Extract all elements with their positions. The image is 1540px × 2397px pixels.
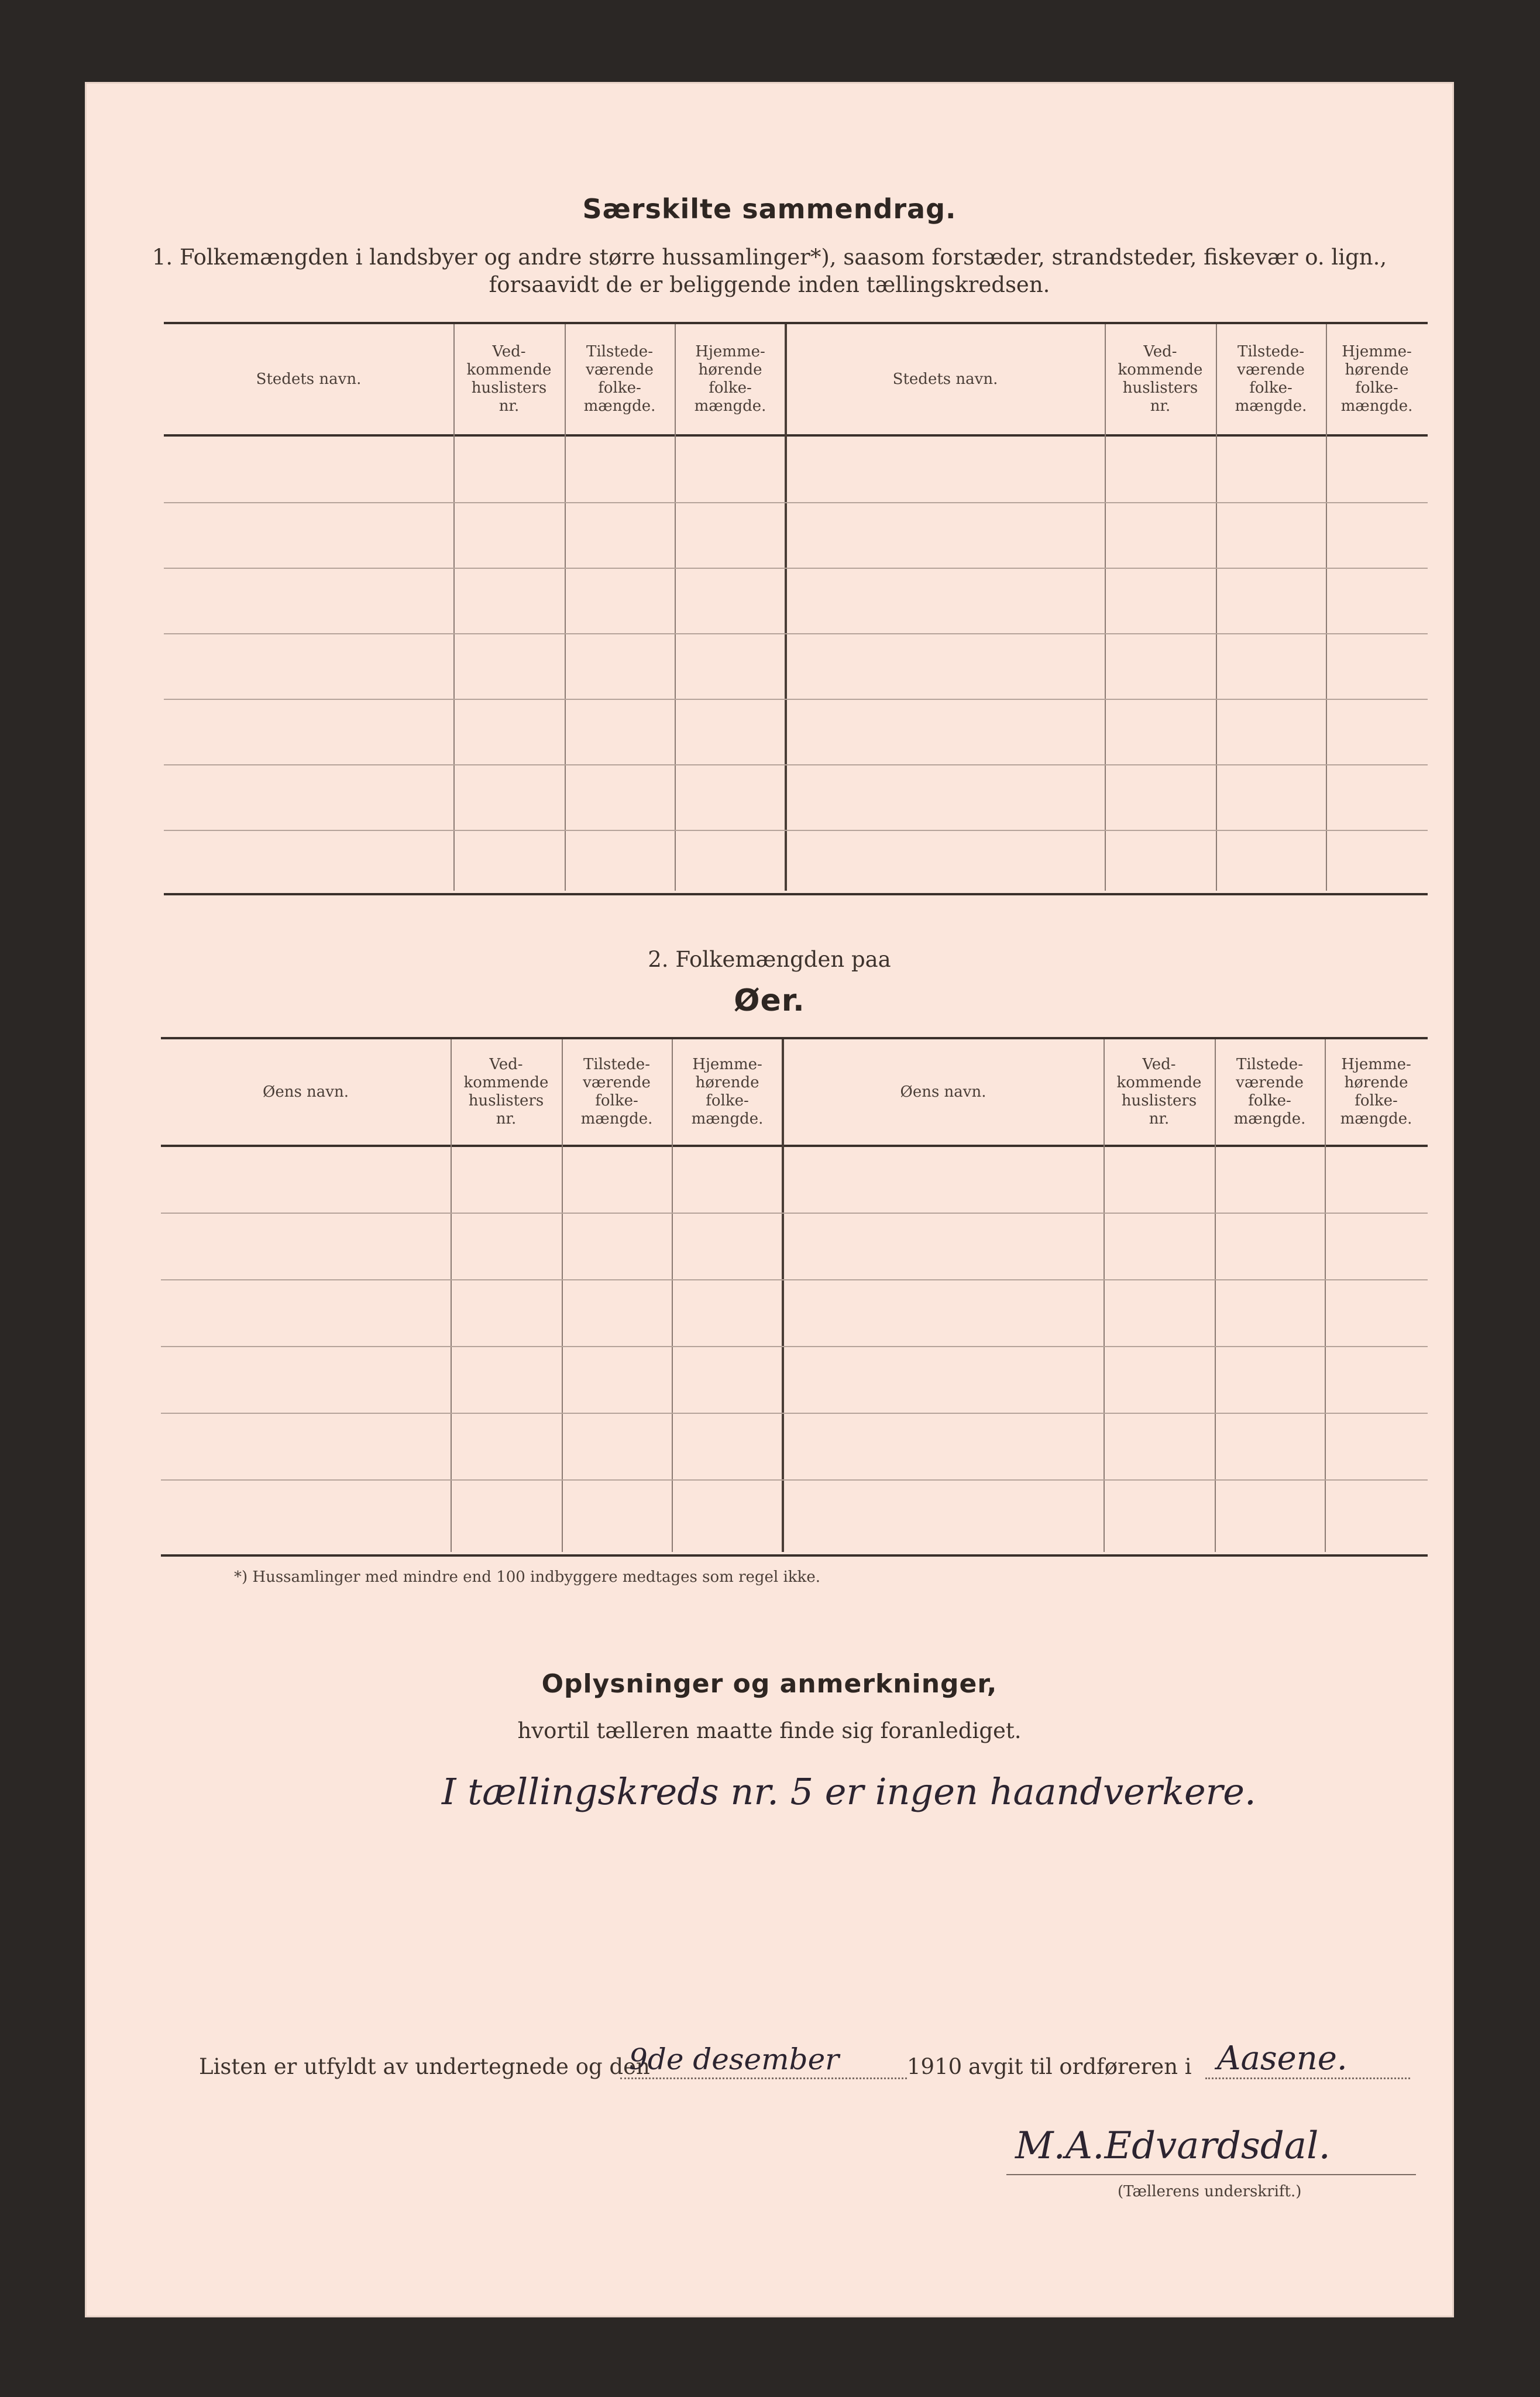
col-divider bbox=[1215, 1039, 1216, 1552]
row-line bbox=[161, 1346, 1428, 1347]
header-present-left: Tilstede- værende folke- mængde. bbox=[580, 1056, 653, 1128]
header-place-name-left: Stedets navn. bbox=[256, 370, 362, 388]
section2-title: Øer. bbox=[734, 983, 805, 1018]
col-divider bbox=[451, 1039, 452, 1552]
header-present-right: Tilstede- værende folke- mængde. bbox=[1235, 343, 1307, 415]
section2-intro: 2. Folkemængden paa bbox=[648, 947, 891, 972]
place-field-line bbox=[1205, 2077, 1410, 2079]
date-field-line bbox=[620, 2077, 907, 2079]
row-line bbox=[161, 1279, 1428, 1280]
villages-table-header bbox=[164, 324, 1428, 437]
remarks-subtitle: hvortil tælleren maatte finde sig foranlediget. bbox=[517, 1718, 1022, 1743]
remarks-handwritten-note: I tællingskreds nr. 5 er ingen haandverkere. bbox=[442, 1770, 1256, 1813]
col-divider bbox=[1326, 324, 1327, 891]
section1-intro-line2: forsaavidt de er beliggende inden tællingskredsen. bbox=[489, 272, 1050, 297]
header-island-name-left: Øens navn. bbox=[263, 1083, 349, 1101]
remarks-title: Oplysninger og anmerkninger, bbox=[541, 1669, 998, 1699]
col-divider bbox=[1105, 324, 1106, 891]
footnote: *) Hussamlinger med mindre end 100 indbyggere medtages som regel ikke. bbox=[234, 1568, 820, 1586]
row-line bbox=[164, 830, 1428, 831]
col-divider-center bbox=[785, 324, 787, 891]
header-present-left: Tilstede- værende folke- mængde. bbox=[583, 343, 656, 415]
row-line bbox=[164, 633, 1428, 634]
col-divider-center bbox=[782, 1039, 784, 1552]
row-line bbox=[164, 764, 1428, 765]
section1-intro-line1: 1. Folkemængden i landsbyer og andre større hussamlinger*), saasom forstæder, strandsteder, fiskevær o. lign., bbox=[152, 245, 1387, 270]
col-divider bbox=[562, 1039, 563, 1552]
header-present-right: Tilstede- værende folke- mængde. bbox=[1233, 1056, 1306, 1128]
section1-title: Særskilte sammendrag. bbox=[582, 193, 957, 225]
signature-label: (Tællerens underskrift.) bbox=[1118, 2183, 1302, 2200]
col-divider bbox=[565, 324, 566, 891]
col-divider bbox=[1216, 324, 1217, 891]
col-divider bbox=[1325, 1039, 1326, 1552]
signoff-middle: avgit til ordføreren i bbox=[968, 2054, 1192, 2079]
row-line bbox=[164, 699, 1428, 700]
header-list-no-left: Ved- kommende huslisters nr. bbox=[466, 343, 552, 415]
col-divider bbox=[453, 324, 455, 891]
header-resident-left: Hjemme- hørende folke- mængde. bbox=[691, 1056, 764, 1128]
header-resident-left: Hjemme- hørende folke- mængde. bbox=[694, 343, 766, 415]
row-line bbox=[161, 1213, 1428, 1214]
header-resident-right: Hjemme- hørende folke- mængde. bbox=[1340, 1056, 1412, 1128]
col-divider bbox=[1104, 1039, 1105, 1552]
date-handwritten: 9de desember bbox=[629, 2042, 840, 2076]
header-resident-right: Hjemme- hørende folke- mængde. bbox=[1340, 343, 1413, 415]
signoff-prefix: Listen er utfyldt av undertegnede og den bbox=[199, 2054, 650, 2079]
signature-handwritten: M.A.Edvardsdal. bbox=[1015, 2124, 1331, 2168]
place-handwritten: Aasene. bbox=[1217, 2039, 1348, 2077]
header-list-no-left: Ved- kommende huslisters nr. bbox=[463, 1056, 549, 1128]
villages-table bbox=[164, 322, 1428, 895]
row-line bbox=[161, 1479, 1428, 1481]
header-list-no-right: Ved- kommende huslisters nr. bbox=[1118, 343, 1203, 415]
row-line bbox=[164, 568, 1428, 569]
islands-table-header bbox=[161, 1039, 1428, 1147]
signoff-year: 1910 bbox=[907, 2054, 962, 2079]
signature-line bbox=[1006, 2174, 1416, 2175]
col-divider bbox=[672, 1039, 673, 1552]
header-list-no-right: Ved- kommende huslisters nr. bbox=[1116, 1056, 1202, 1128]
islands-table bbox=[161, 1037, 1428, 1557]
census-form-page bbox=[85, 82, 1454, 2317]
header-place-name-right: Stedets navn. bbox=[892, 370, 998, 388]
header-island-name-right: Øens navn. bbox=[900, 1083, 986, 1101]
col-divider bbox=[675, 324, 676, 891]
row-line bbox=[164, 502, 1428, 503]
row-line bbox=[161, 1413, 1428, 1414]
